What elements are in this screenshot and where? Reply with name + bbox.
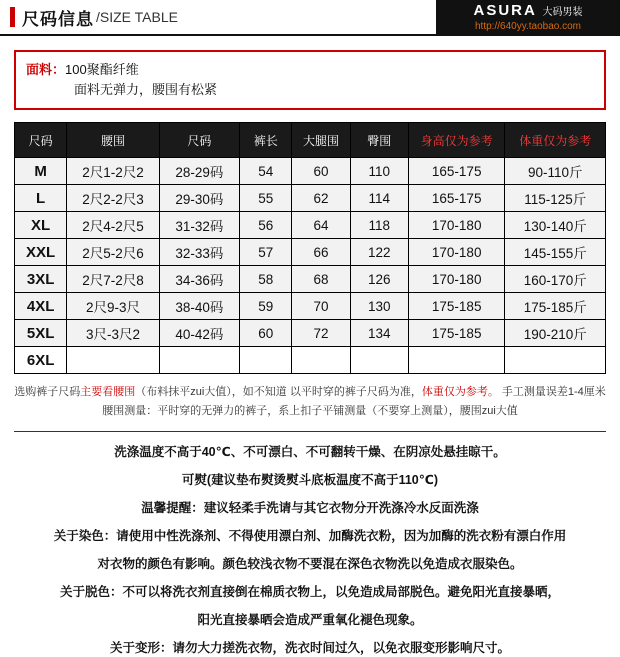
col-header-length: 裤长 bbox=[240, 123, 292, 158]
cell-length: 59 bbox=[240, 293, 292, 320]
cell-waist: 2尺2-2尺3 bbox=[67, 185, 159, 212]
cell-thigh: 64 bbox=[292, 212, 350, 239]
table-row bbox=[15, 293, 606, 320]
table-row bbox=[15, 185, 606, 212]
table-row bbox=[15, 239, 606, 266]
brand-subtitle: 大码男装 bbox=[542, 7, 583, 18]
table-row bbox=[15, 320, 606, 347]
size-table-wrap bbox=[14, 122, 606, 374]
col-header-waist: 腰围 bbox=[67, 123, 159, 158]
care-line-2: 可熨(建议垫布熨烫熨斗底板温度不高于110℃) bbox=[181, 473, 439, 487]
cell-weight: 115-125斤 bbox=[505, 185, 606, 212]
brand-url: http://640yy.taobao.com bbox=[475, 21, 581, 32]
cell-weight: 160-170斤 bbox=[505, 266, 606, 293]
cell-size-code: 34-36码 bbox=[159, 266, 239, 293]
cell-size: L bbox=[15, 185, 67, 212]
col-header-hip: 臀围 bbox=[350, 123, 408, 158]
cell-hip: 110 bbox=[350, 158, 408, 185]
cell-height: 170-180 bbox=[408, 266, 504, 293]
cell-size: 6XL bbox=[15, 347, 67, 374]
cell-weight: 190-210斤 bbox=[505, 320, 606, 347]
cell-height: 175-185 bbox=[408, 320, 504, 347]
cell-length: 54 bbox=[240, 158, 292, 185]
col-header-thigh: 大腿围 bbox=[292, 123, 350, 158]
cell-waist: 3尺-3尺2 bbox=[67, 320, 159, 347]
care-instructions bbox=[14, 444, 606, 657]
brand-name-text: ASURA bbox=[473, 2, 537, 19]
care-line-8: 关于变形：请勿大力搓洗衣物，洗衣时间过久，以免衣服变形影响尺寸。 bbox=[109, 641, 510, 655]
note-1b: 主要看腰围 bbox=[80, 386, 136, 398]
care-line-1: 洗涤温度不高于40℃、不可漂白、不可翻转干燥、在阴凉处悬挂晾干。 bbox=[114, 445, 506, 459]
cell-size: XL bbox=[15, 212, 67, 239]
cell-waist: 2尺7-2尺8 bbox=[67, 266, 159, 293]
note-1d: 体重仅为参考。 bbox=[421, 386, 499, 398]
cell-thigh: 70 bbox=[292, 293, 350, 320]
page-header bbox=[0, 0, 620, 36]
cell-size-code bbox=[159, 347, 239, 374]
cell-size-code: 40-42码 bbox=[159, 320, 239, 347]
cell-thigh: 62 bbox=[292, 185, 350, 212]
col-header-weight: 体重仅为参考 bbox=[505, 123, 606, 158]
cell-size: 3XL bbox=[15, 266, 67, 293]
cell-waist: 2尺4-2尺5 bbox=[67, 212, 159, 239]
fabric-line-1 bbox=[26, 60, 594, 80]
note-line-1 bbox=[14, 383, 606, 402]
fabric-label: 面料： bbox=[26, 62, 66, 77]
care-line-7: 阳光直接暴晒会造成严重氧化褪色现象。 bbox=[197, 613, 423, 627]
cell-length bbox=[240, 347, 292, 374]
cell-size: M bbox=[15, 158, 67, 185]
fabric-line-2: 面料无弹力，腰围有松紧 bbox=[74, 82, 218, 97]
cell-size-code: 29-30码 bbox=[159, 185, 239, 212]
table-row bbox=[15, 266, 606, 293]
fabric-value: 100聚酯纤维 bbox=[65, 62, 139, 77]
cell-length: 60 bbox=[240, 320, 292, 347]
cell-length: 57 bbox=[240, 239, 292, 266]
note-1e: 手工测量误差1-4厘米 bbox=[498, 386, 606, 398]
cell-thigh bbox=[292, 347, 350, 374]
cell-height: 175-185 bbox=[408, 293, 504, 320]
cell-size: 4XL bbox=[15, 293, 67, 320]
page-title-en: /SIZE TABLE bbox=[96, 9, 178, 25]
page-title: 尺码信息 bbox=[22, 9, 94, 29]
table-row bbox=[15, 212, 606, 239]
cell-waist: 2尺5-2尺6 bbox=[67, 239, 159, 266]
cell-hip: 122 bbox=[350, 239, 408, 266]
cell-waist bbox=[67, 347, 159, 374]
size-table bbox=[14, 122, 606, 374]
care-line-4: 关于染色：请使用中性洗涤剂、不得使用漂白剂、加酶洗衣粉，因为加酶的洗衣粉有漂白作用 bbox=[53, 529, 567, 543]
care-line-6: 关于脱色：不可以将洗衣剂直接倒在棉质衣物上，以免造成局部脱色。避免阳光直接暴晒， bbox=[59, 585, 560, 599]
size-table-head bbox=[15, 123, 606, 158]
cell-thigh: 68 bbox=[292, 266, 350, 293]
cell-size: XXL bbox=[15, 239, 67, 266]
note-line-2: 腰围测量：平时穿的无弹力的裤子，系上扣子平铺测量（不要穿上测量），腰围zui大值 bbox=[102, 405, 518, 417]
cell-length: 56 bbox=[240, 212, 292, 239]
cell-height: 170-180 bbox=[408, 212, 504, 239]
cell-size: 5XL bbox=[15, 320, 67, 347]
cell-length: 58 bbox=[240, 266, 292, 293]
note-1c: （布料抹平zui大值），如不知道 以平时穿的裤子尺码为准， bbox=[135, 386, 422, 398]
size-table-header-row bbox=[15, 123, 606, 158]
cell-weight: 90-110斤 bbox=[505, 158, 606, 185]
brand-name bbox=[436, 3, 620, 21]
cell-hip: 126 bbox=[350, 266, 408, 293]
cell-height bbox=[408, 347, 504, 374]
size-table-body bbox=[15, 158, 606, 374]
table-row bbox=[15, 347, 606, 374]
fabric-info-box bbox=[14, 50, 606, 110]
cell-thigh: 60 bbox=[292, 158, 350, 185]
accent-bar-icon bbox=[10, 7, 15, 27]
cell-weight: 130-140斤 bbox=[505, 212, 606, 239]
cell-hip: 134 bbox=[350, 320, 408, 347]
cell-weight bbox=[505, 347, 606, 374]
care-line-5: 对衣物的颜色有影响。颜色较浅衣物不要混在深色衣物洗以免造成衣服染色。 bbox=[97, 557, 523, 571]
table-row bbox=[15, 158, 606, 185]
care-line-3: 温馨提醒：建议轻柔手洗请与其它衣物分开洗涤冷水反面洗涤 bbox=[141, 501, 479, 515]
cell-weight: 175-185斤 bbox=[505, 293, 606, 320]
cell-waist: 2尺9-3尺 bbox=[67, 293, 159, 320]
cell-hip: 118 bbox=[350, 212, 408, 239]
cell-waist: 2尺1-2尺2 bbox=[67, 158, 159, 185]
col-header-size-code: 尺码 bbox=[159, 123, 239, 158]
cell-length: 55 bbox=[240, 185, 292, 212]
cell-thigh: 72 bbox=[292, 320, 350, 347]
cell-weight: 145-155斤 bbox=[505, 239, 606, 266]
cell-hip: 130 bbox=[350, 293, 408, 320]
measurement-notes bbox=[14, 383, 606, 421]
cell-height: 170-180 bbox=[408, 239, 504, 266]
cell-size-code: 31-32码 bbox=[159, 212, 239, 239]
cell-hip: 114 bbox=[350, 185, 408, 212]
cell-size-code: 32-33码 bbox=[159, 239, 239, 266]
cell-hip bbox=[350, 347, 408, 374]
cell-height: 165-175 bbox=[408, 185, 504, 212]
section-divider bbox=[14, 431, 606, 432]
note-1a: 选购裤子尺码 bbox=[14, 386, 81, 398]
cell-size-code: 38-40码 bbox=[159, 293, 239, 320]
brand-badge bbox=[436, 0, 620, 34]
col-header-size: 尺码 bbox=[15, 123, 67, 158]
col-header-height: 身高仅为参考 bbox=[408, 123, 504, 158]
cell-height: 165-175 bbox=[408, 158, 504, 185]
cell-size-code: 28-29码 bbox=[159, 158, 239, 185]
cell-thigh: 66 bbox=[292, 239, 350, 266]
